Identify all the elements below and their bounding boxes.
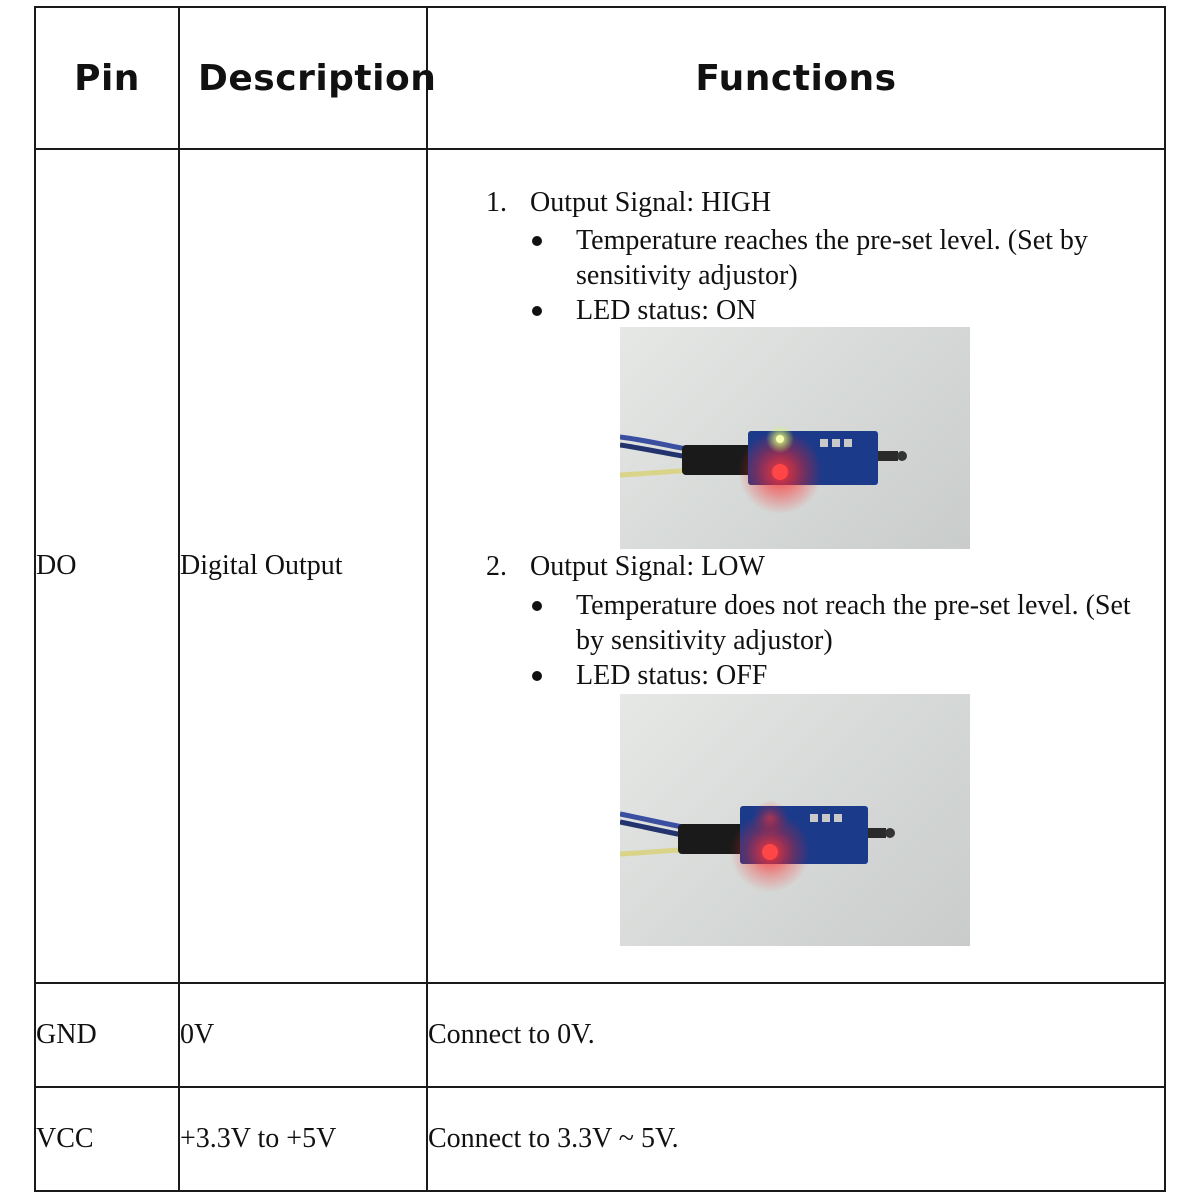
bullet-text: Temperature does not reach the pre-set level. (Set by sensitivity adjustor) [576,589,1131,656]
sensor-module-led-off-photo [620,694,970,946]
output-high-title [486,187,771,219]
bullet-icon [532,306,542,316]
bullet-icon [532,236,542,246]
output-low-title [486,551,765,583]
bullet-text: LED status: ON [576,294,757,326]
pin-gnd: GND [35,983,179,1087]
description-vcc: +3.3V to +5V [179,1087,427,1191]
header-pin: Pin [35,7,179,149]
item-number: 2. [486,550,507,582]
functions-gnd: Connect to 0V. [427,983,1165,1087]
item-number: 1. [486,186,507,218]
bullet-icon [532,601,542,611]
pin-do: DO [35,149,179,982]
functions-vcc: Connect to 3.3V ~ 5V. [427,1087,1165,1191]
pin-function-table [34,6,1166,1192]
header-functions: Functions [427,7,1165,149]
list-item [576,293,1136,328]
functions-do [427,149,1165,982]
pin-vcc: VCC [35,1087,179,1191]
bullet-icon [532,671,542,681]
description-do: Digital Output [179,149,427,982]
item-title-text: Output Signal: LOW [530,550,765,582]
header-description: Description [179,7,427,149]
bullet-text: LED status: OFF [576,659,768,691]
item-title-text: Output Signal: HIGH [530,186,772,218]
table-row [35,1087,1165,1191]
table-row [35,149,1165,982]
description-gnd: 0V [179,983,427,1087]
list-item [576,658,1136,693]
list-item [576,588,1136,658]
table-header-row [35,7,1165,149]
bullet-text: Temperature reaches the pre-set level. (Set by sensitivity adjustor) [576,224,1088,291]
list-item [576,223,1136,293]
sensor-module-led-on-photo [620,327,970,549]
table-row [35,983,1165,1087]
